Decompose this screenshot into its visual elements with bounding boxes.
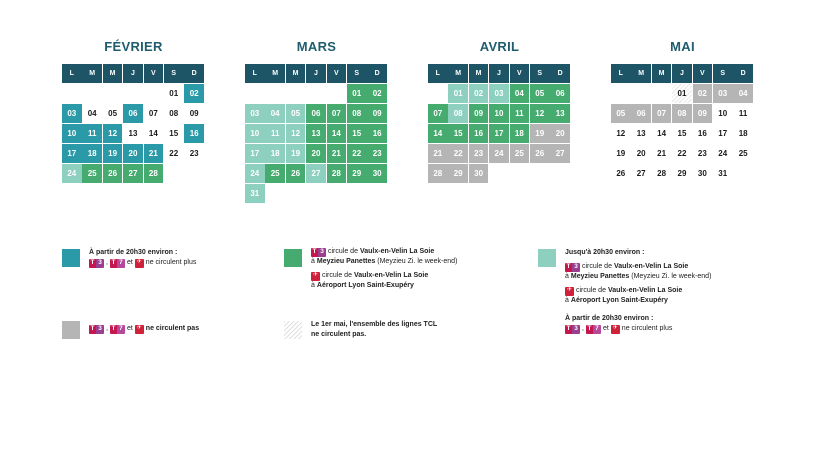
day-cell: 12: [616, 128, 626, 138]
empty-cell: [164, 164, 184, 183]
legend-teal: À partir de 20h30 environ : T 3 , T 7 et ✈ ne circulent plus: [89, 249, 197, 267]
calendar-avril: [428, 38, 571, 183]
day-cell: 01: [448, 84, 468, 103]
day-cell: 14: [657, 128, 667, 138]
empty-cell: [367, 184, 387, 203]
weekday-header: M: [469, 64, 489, 83]
day-cell: 25: [738, 148, 748, 158]
weekday-header: S: [530, 64, 550, 83]
day-cell: 18: [82, 144, 102, 163]
day-cell: 16: [367, 124, 387, 143]
weekday-header: J: [123, 64, 143, 83]
weekday-header: S: [347, 64, 367, 83]
day-cell: 03: [713, 84, 733, 103]
day-cell: 20: [550, 124, 570, 143]
day-cell: 26: [103, 164, 123, 183]
day-cell: 28: [657, 168, 667, 178]
day-cell: 22: [677, 148, 687, 158]
day-cell: 07: [428, 104, 448, 123]
day-cell: 05: [286, 104, 306, 123]
day-cell: 20: [123, 144, 143, 163]
tram-t3-icon: T 3: [89, 325, 104, 334]
day-cell: 15: [677, 128, 687, 138]
tram-t7-icon: T 7: [586, 325, 601, 334]
day-cell: 09: [469, 104, 489, 123]
weekday-header: V: [693, 64, 713, 83]
empty-cell: [733, 164, 753, 183]
empty-cell: [489, 164, 509, 183]
weekday-header: D: [733, 64, 753, 83]
day-cell: 10: [62, 124, 82, 143]
plane-icon: ✈: [611, 325, 620, 334]
day-cell: 21: [144, 144, 164, 163]
day-cell: 07: [327, 104, 347, 123]
day-cell: 02: [693, 84, 713, 103]
day-cell: 22: [169, 148, 179, 158]
tram-t3-icon: T 3: [89, 259, 104, 268]
day-cell: 10: [489, 104, 509, 123]
day-cell: 14: [327, 124, 347, 143]
calendar-mars: [245, 38, 388, 203]
calendar-grid: [611, 64, 754, 183]
day-cell: 23: [367, 144, 387, 163]
weekday-header: M: [82, 64, 102, 83]
weekday-header: M: [265, 64, 285, 83]
day-cell: 22: [347, 144, 367, 163]
day-cell: 11: [738, 108, 748, 118]
empty-cell: [103, 84, 123, 103]
legend-swatch-gray: [62, 321, 80, 339]
legend-heading: À partir de 20h30 environ :: [89, 249, 178, 257]
day-cell: 20: [636, 148, 646, 158]
day-cell: 08: [169, 108, 179, 118]
day-cell: 19: [530, 124, 550, 143]
day-cell: 08: [347, 104, 367, 123]
day-cell: 06: [123, 104, 143, 123]
day-cell: 02: [367, 84, 387, 103]
calendar-fevrier: [62, 38, 205, 183]
day-cell: 09: [189, 108, 199, 118]
weekday-header: M: [652, 64, 672, 83]
empty-cell: [265, 184, 285, 203]
day-cell: 08: [448, 104, 468, 123]
empty-cell: [306, 84, 326, 103]
day-cell: 14: [148, 128, 158, 138]
weekday-header: S: [164, 64, 184, 83]
calendar-grid: [428, 64, 571, 183]
day-cell: 10: [245, 124, 265, 143]
empty-cell: [245, 84, 265, 103]
calendar-mai: [611, 38, 754, 183]
weekday-header: V: [144, 64, 164, 83]
day-cell: 18: [738, 128, 748, 138]
plane-icon: ✈: [135, 259, 144, 268]
empty-cell: [82, 84, 102, 103]
empty-cell: [123, 84, 143, 103]
calendar-grid: [62, 64, 205, 183]
empty-cell: [265, 84, 285, 103]
day-cell: 29: [347, 164, 367, 183]
day-cell: 23: [697, 148, 707, 158]
day-cell: 11: [82, 124, 102, 143]
day-cell: 06: [550, 84, 570, 103]
day-cell: 04: [87, 108, 97, 118]
day-cell: 14: [428, 124, 448, 143]
plane-icon: ✈: [565, 287, 574, 296]
day-cell: 04: [265, 104, 285, 123]
day-cell: 25: [82, 164, 102, 183]
day-cell: 03: [62, 104, 82, 123]
weekday-header: D: [550, 64, 570, 83]
day-cell: 05: [108, 108, 118, 118]
day-cell: 01: [169, 88, 179, 98]
plane-icon: ✈: [311, 272, 320, 281]
empty-cell: [306, 184, 326, 203]
day-cell: 16: [697, 128, 707, 138]
day-cell: 24: [489, 144, 509, 163]
weekday-header: M: [286, 64, 306, 83]
legend-swatch-light: [538, 249, 556, 267]
empty-cell: [652, 84, 672, 103]
empty-cell: [286, 84, 306, 103]
day-cell: 01: [347, 84, 367, 103]
empty-cell: [327, 84, 347, 103]
legend-light: Jusqu'à 20h30 environ : T 3 circule de Vaulx-en-Velin La Soie à Meyzieu Panettes (Meyzieu Zi. le week-end) ✈ circule de Vaulx-en-Velin La Soie à Aéroport Lyon Saint-Exupéry À partir de 20h30 environ : T 3 , T 7 et ✈ ne circulent plus: [565, 249, 712, 333]
empty-cell: [530, 164, 550, 183]
day-cell: 21: [327, 144, 347, 163]
day-cell: 28: [144, 164, 164, 183]
day-cell: 11: [265, 124, 285, 143]
empty-cell: [286, 184, 306, 203]
day-cell: 30: [469, 164, 489, 183]
day-cell: 27: [550, 144, 570, 163]
empty-cell: [327, 184, 347, 203]
day-cell: 12: [103, 124, 123, 143]
day-cell: 04: [733, 84, 753, 103]
legend-swatch-teal: [62, 249, 80, 267]
day-cell: 21: [428, 144, 448, 163]
day-cell: 31: [245, 184, 265, 203]
day-cell: 23: [469, 144, 489, 163]
day-cell: 13: [306, 124, 326, 143]
day-cell: 24: [245, 164, 265, 183]
day-cell: 30: [367, 164, 387, 183]
day-cell: 02: [184, 84, 204, 103]
weekday-header: J: [489, 64, 509, 83]
weekday-header: J: [672, 64, 692, 83]
empty-cell: [184, 164, 204, 183]
day-cell: 06: [631, 104, 651, 123]
legend-gray: T 3 , T 7 et ✈ ne circulent pas: [90, 325, 200, 333]
day-cell: 07: [148, 108, 158, 118]
day-cell: 22: [448, 144, 468, 163]
day-cell: 26: [616, 168, 626, 178]
day-cell: 04: [510, 84, 530, 103]
day-cell: 29: [677, 168, 687, 178]
month-title: MARS: [296, 39, 337, 54]
weekday-header: D: [184, 64, 204, 83]
day-cell: 13: [636, 128, 646, 138]
day-cell: 13: [550, 104, 570, 123]
day-cell: 03: [245, 104, 265, 123]
weekday-header: D: [367, 64, 387, 83]
day-cell: 03: [489, 84, 509, 103]
day-cell: 24: [718, 148, 728, 158]
weekday-header: L: [428, 64, 448, 83]
day-cell: 16: [469, 124, 489, 143]
day-cell: 18: [510, 124, 530, 143]
day-cell: 11: [510, 104, 530, 123]
day-cell: 23: [189, 148, 199, 158]
day-cell: 16: [184, 124, 204, 143]
calendar-grid: [245, 64, 388, 203]
day-cell: 09: [367, 104, 387, 123]
day-cell: 18: [265, 144, 285, 163]
legend-hatch: Le 1er mai, l'ensemble des lignes TCL ne circulent pas.: [311, 321, 438, 339]
day-cell: 17: [62, 144, 82, 163]
day-cell: 05: [530, 84, 550, 103]
day-cell: 28: [327, 164, 347, 183]
tram-t3-icon: T 3: [565, 325, 580, 334]
day-cell: 06: [306, 104, 326, 123]
day-cell: 24: [62, 164, 82, 183]
day-cell: 07: [652, 104, 672, 123]
day-cell: 15: [169, 128, 179, 138]
empty-cell: [347, 184, 367, 203]
empty-cell: [510, 164, 530, 183]
empty-cell: [550, 164, 570, 183]
weekday-header: S: [713, 64, 733, 83]
day-cell: 26: [530, 144, 550, 163]
day-cell: 26: [286, 164, 306, 183]
day-cell: 17: [245, 144, 265, 163]
legend-green: T 3 circule de Vaulx-en-Velin La Soie à Meyzieu Panettes (Meyzieu Zi. le week-end) ✈ circule de Vaulx-en-Velin La Soie à Aéroport Lyon Saint-Exupéry: [311, 248, 458, 290]
day-cell: 01: [672, 84, 692, 103]
day-cell: 09: [693, 104, 713, 123]
day-cell: 10: [718, 108, 728, 118]
day-cell: 29: [448, 164, 468, 183]
day-cell: 02: [469, 84, 489, 103]
day-cell: 21: [657, 148, 667, 158]
day-cell: 12: [286, 124, 306, 143]
day-cell: 17: [489, 124, 509, 143]
day-cell: 15: [448, 124, 468, 143]
legend-swatch-hatch: [284, 321, 302, 339]
tram-t7-icon: T 7: [110, 325, 125, 334]
day-cell: 05: [611, 104, 631, 123]
empty-cell: [611, 84, 631, 103]
weekday-header: M: [103, 64, 123, 83]
empty-cell: [62, 84, 82, 103]
month-title: MAI: [670, 39, 695, 54]
weekday-header: V: [510, 64, 530, 83]
day-cell: 17: [718, 128, 728, 138]
day-cell: 15: [347, 124, 367, 143]
legend-swatch-green: [284, 249, 302, 267]
day-cell: 12: [530, 104, 550, 123]
day-cell: 19: [616, 148, 626, 158]
day-cell: 28: [428, 164, 448, 183]
weekday-header: M: [631, 64, 651, 83]
empty-cell: [428, 84, 448, 103]
tram-t7-icon: T 7: [110, 259, 125, 268]
day-cell: 27: [123, 164, 143, 183]
day-cell: 20: [306, 144, 326, 163]
day-cell: 08: [672, 104, 692, 123]
empty-cell: [144, 84, 164, 103]
day-cell: 13: [128, 128, 138, 138]
day-cell: 19: [103, 144, 123, 163]
empty-cell: [631, 84, 651, 103]
weekday-header: L: [245, 64, 265, 83]
day-cell: 27: [636, 168, 646, 178]
month-title: FÉVRIER: [104, 39, 163, 54]
day-cell: 25: [510, 144, 530, 163]
day-cell: 30: [697, 168, 707, 178]
tram-t3-icon: T 3: [565, 263, 580, 272]
weekday-header: J: [306, 64, 326, 83]
day-cell: 31: [718, 168, 728, 178]
tram-t3-icon: T 3: [311, 248, 326, 257]
weekday-header: V: [327, 64, 347, 83]
weekday-header: L: [62, 64, 82, 83]
day-cell: 25: [265, 164, 285, 183]
weekday-header: M: [448, 64, 468, 83]
month-title: AVRIL: [479, 39, 520, 54]
day-cell: 27: [306, 164, 326, 183]
weekday-header: L: [611, 64, 631, 83]
plane-icon: ✈: [135, 325, 144, 334]
day-cell: 19: [286, 144, 306, 163]
